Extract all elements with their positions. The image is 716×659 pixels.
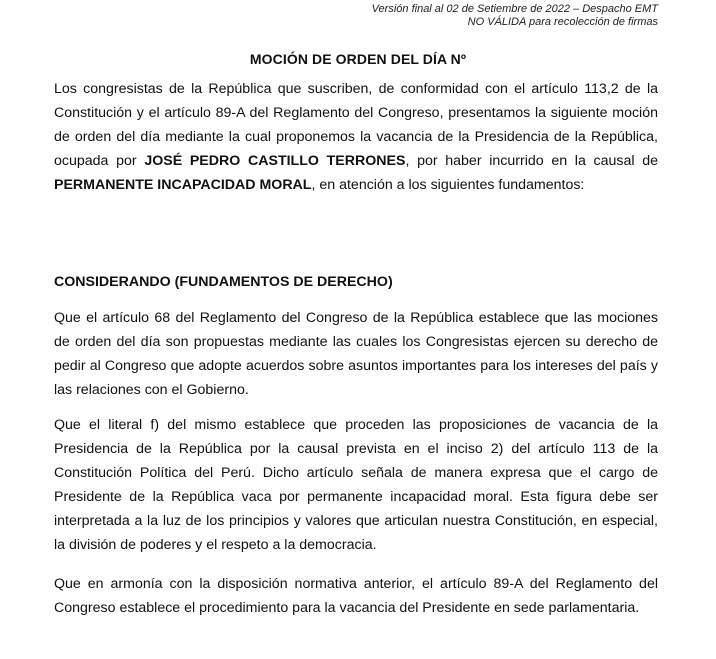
- intro-text-1: Los congresistas de la República que suscriben, de conformidad con el artículo 113,2 de la Constitución y el artículo 89-A del Reglamento del Congreso, presentamos la siguiente moción de orden del día mediante la cual proponemos la vacancia de la Presidencia de la República, ocupada por: [54, 81, 658, 169]
- section-heading: CONSIDERANDO (FUNDAMENTOS DE DERECHO): [54, 274, 393, 290]
- president-name: JOSÉ PEDRO CASTILLO TERRONES: [144, 153, 406, 169]
- considerando-paragraph: Que el artículo 68 del Reglamento del Congreso de la República establece que las mociones de orden del día son propuestas mediante las cuales los Congresistas ejercen su derecho de pedir al Congreso que adopte acuerdos sobre asuntos importantes para los intereses del país y las relaciones con el Gobierno.: [54, 310, 658, 398]
- causal-name: PERMANENTE INCAPACIDAD MORAL: [54, 177, 312, 193]
- considerando-paragraph: Que en armonía con la disposición normativa anterior, el artículo 89-A del Reglamento del Congreso establece el procedimiento para la vacancia del Presidente en sede parlamentaria.: [54, 576, 658, 616]
- document-title: MOCIÓN DE ORDEN DEL DÍA Nº: [249, 51, 467, 67]
- version-line: Versión final al 02 de Setiembre de 2022 – Despacho EMT: [371, 3, 658, 15]
- intro-paragraph: [54, 77, 658, 197]
- intro-text-3: , en atención a los siguientes fundamentos:: [311, 177, 585, 193]
- considerando-paragraph: Que el literal f) del mismo establece que proceden las proposiciones de vacancia de la Presidencia de la República por la causal prevista en el inciso 2) del artículo 113 de la Constitución Política del Perú. Dicho artículo señala de manera expresa que el cargo de Presidente de la República vaca por permanente incapacidad moral. Esta figura debe ser interpretada a la luz de los principios y valores que articulan nuestra Constitución, en especial, la división de poderes y el respeto a la democracia.: [54, 417, 658, 553]
- intro-text-2: , por haber incurrido en la causal de: [405, 153, 658, 169]
- validity-line: NO VÁLIDA para recolección de firmas: [467, 16, 658, 28]
- draft-version-note: [372, 3, 658, 29]
